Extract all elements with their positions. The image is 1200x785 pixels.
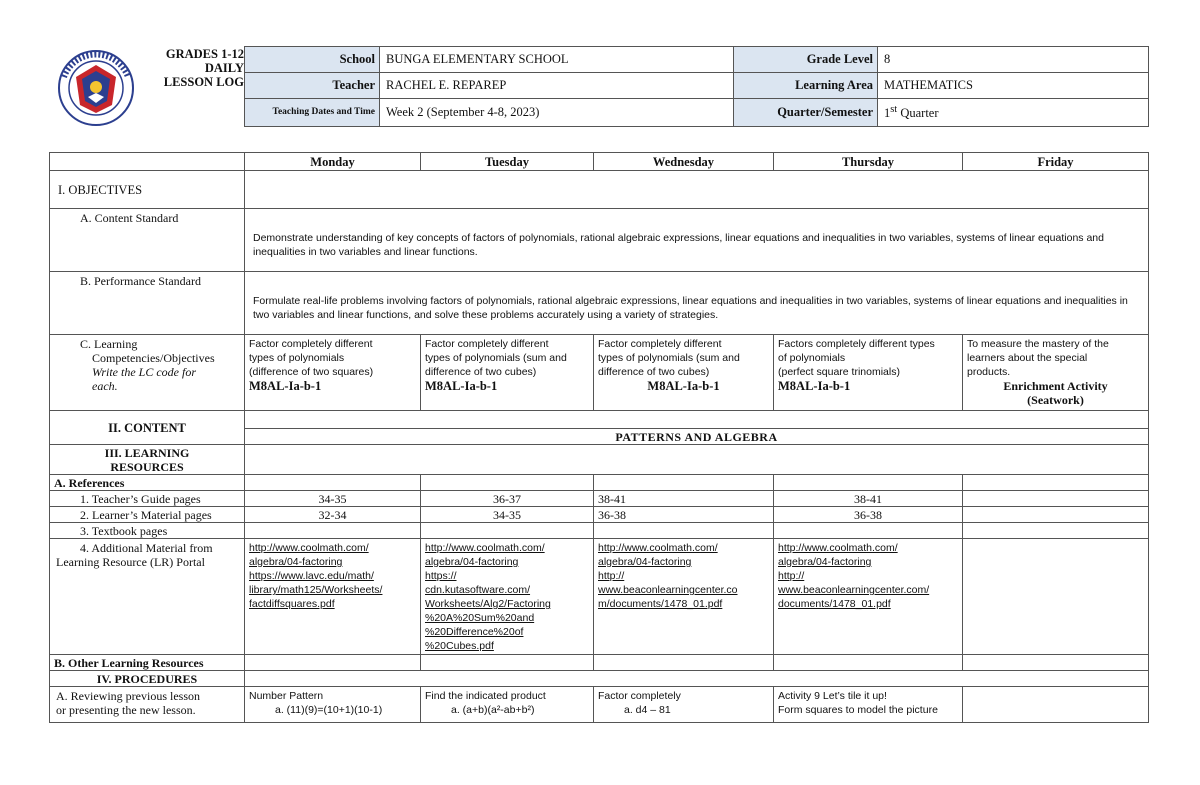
content-standard-label: A. Content Standard [50,209,245,272]
lc-text: Factor completely different [249,338,373,350]
review-title: Find the indicated product [425,690,546,702]
tb-blank [421,523,594,539]
lc-tuesday [421,335,594,411]
area-value: MATHEMATICS [878,73,1149,99]
lc-text: products. [967,366,1011,378]
material-link[interactable]: http:// [778,570,805,582]
content-standard-text: Demonstrate understanding of key concepts of factors of polynomials, rational algebraic expressions, linear equations and inequalities in two variables, systems of linear equations and inequalities in two variables and linear functions. [245,209,1149,272]
material-link[interactable]: library/math125/Worksheets/ [249,584,383,596]
teacher-value: RACHEL E. REPAREP [380,73,734,99]
review-label-line: or presenting the new lesson. [56,703,196,717]
tg-label: 1. Teacher’s Guide pages [50,491,245,507]
references-heading: A. References [50,475,245,491]
tg-thursday: 38-41 [774,491,963,507]
references-blank [245,475,421,491]
lc-note-line: each. [92,379,118,393]
lc-label-line: Competencies/Objectives [92,351,215,365]
material-link[interactable]: https://www.lavc.edu/math/ [249,570,374,582]
lm-friday [963,507,1149,523]
material-link[interactable]: %20Cubes.pdf [425,640,494,652]
header-table [244,46,1149,127]
references-blank [963,475,1149,491]
material-link[interactable]: m/documents/1478_01.pdf [598,598,723,610]
material-link[interactable]: http://www.coolmath.com/ [778,542,898,554]
resources-heading [50,445,245,475]
school-value: BUNGA ELEMENTARY SCHOOL [380,47,734,73]
lc-text: Factor completely different [598,338,722,350]
procedures-heading: IV. PROCEDURES [50,671,245,687]
performance-standard-text: Formulate real-life problems involving factors of polynomials, rational algebraic expressions, linear equations and inequalities in two variables, systems of linear equations and inequalities in two variables and linear functions, and solve these problems accurately using a variety of strategies. [245,272,1149,335]
review-tuesday [421,687,594,723]
other-resources-heading: B. Other Learning Resources [50,655,245,671]
corner-cell [50,153,245,171]
tg-monday: 34-35 [245,491,421,507]
material-link[interactable]: www.beaconlearningcenter.co [598,584,738,596]
tg-friday [963,491,1149,507]
quarter-suffix: st [890,103,898,115]
lm-tuesday: 34-35 [421,507,594,523]
review-title: Factor completely [598,690,681,702]
material-link[interactable]: %20Difference%20of [425,626,524,638]
review-friday [963,687,1149,723]
lc-code: M8AL-Ia-b-1 [425,379,498,393]
tb-blank [245,523,421,539]
material-link[interactable]: Worksheets/Alg2/Factoring [425,598,551,610]
form-title-line: DAILY [204,61,244,75]
lc-friday [963,335,1149,411]
material-link[interactable]: http://www.coolmath.com/ [249,542,369,554]
material-link[interactable]: algebra/04-factoring [425,556,519,568]
am-label-line: Learning Resource (LR) Portal [56,555,205,569]
resources-blank [245,445,1149,475]
day-friday: Friday [963,153,1149,171]
day-tuesday: Tuesday [421,153,594,171]
tb-blank [774,523,963,539]
review-wednesday [594,687,774,723]
tg-tuesday: 36-37 [421,491,594,507]
content-value: PATTERNS AND ALGEBRA [245,429,1149,445]
lc-wednesday [594,335,774,411]
objectives-heading: I. OBJECTIVES [50,171,245,209]
lc-text: types of polynomials (sum and [425,352,567,364]
lm-wednesday: 36-38 [594,507,774,523]
objectives-blank [245,171,1149,209]
material-link[interactable]: http://www.coolmath.com/ [425,542,545,554]
am-wednesday [594,539,774,655]
material-link[interactable]: algebra/04-factoring [598,556,692,568]
lc-text: of polynomials [778,352,846,364]
deped-seal-icon [52,49,140,127]
material-link[interactable]: factdiffsquares.pdf [249,598,335,610]
dates-value: Week 2 (September 4-8, 2023) [380,99,734,127]
references-blank [774,475,963,491]
other-blank [594,655,774,671]
lc-text: types of polynomials [249,352,345,364]
enrichment-activity: Enrichment Activity [1003,379,1108,393]
quarter-word: Quarter [897,106,939,121]
tb-label: 3. Textbook pages [50,523,245,539]
grade-label: Grade Level [734,47,878,73]
tb-blank [594,523,774,539]
am-label [50,539,245,655]
lc-text: (difference of two squares) [249,366,374,378]
other-blank [963,655,1149,671]
enrichment-activity: (Seatwork) [1027,393,1084,407]
am-friday [963,539,1149,655]
other-blank [245,655,421,671]
resources-line: RESOURCES [110,459,184,474]
lc-thursday [774,335,963,411]
lc-text: types of polynomials (sum and [598,352,740,364]
form-title-line: GRADES 1-12 [165,47,244,61]
review-title: Number Pattern [249,690,324,702]
lc-code: M8AL-Ia-b-1 [647,379,720,393]
review-title: Activity 9 Let’s tile it up! [778,690,887,702]
content-heading: II. CONTENT [50,411,245,445]
day-monday: Monday [245,153,421,171]
performance-standard-label: B. Performance Standard [50,272,245,335]
am-label-line: 4. Additional Material from [80,541,213,555]
procedures-blank [245,671,1149,687]
lc-text: difference of two cubes) [425,366,537,378]
lc-monday [245,335,421,411]
tg-wednesday: 38-41 [594,491,774,507]
am-thursday [774,539,963,655]
grade-value: 8 [878,47,1149,73]
resources-line: III. LEARNING [104,445,190,460]
other-blank [421,655,594,671]
am-monday [245,539,421,655]
lc-note-line: Write the LC code for [92,365,196,379]
lc-text: Factor completely different [425,338,549,350]
lc-code: M8AL-Ia-b-1 [249,379,322,393]
lc-text: Factors completely different types [778,338,935,350]
area-label: Learning Area [734,73,878,99]
material-link[interactable]: www.beaconlearningcenter.com/ [778,584,930,596]
material-link[interactable]: %20A%20Sum%20and [425,612,535,624]
quarter-number: 1 [884,106,891,121]
references-blank [594,475,774,491]
day-thursday: Thursday [774,153,963,171]
material-link[interactable]: http://www.coolmath.com/ [598,542,718,554]
other-blank [774,655,963,671]
teacher-label: Teacher [245,73,380,99]
review-item: a. (a+b)(a²-ab+b²) [451,704,535,716]
material-link[interactable]: algebra/04-factoring [778,556,872,568]
form-title-line: LESSON LOG [163,75,244,89]
lm-thursday: 36-38 [774,507,963,523]
material-link[interactable]: documents/1478_01.pdf [778,598,891,610]
lc-text: To measure the mastery of the [967,338,1109,350]
school-label: School [245,47,380,73]
material-link[interactable]: algebra/04-factoring [249,556,343,568]
review-item: Form squares to model the picture [778,704,938,716]
lm-label: 2. Learner’s Material pages [50,507,245,523]
review-monday [245,687,421,723]
form-title [140,47,244,89]
material-link[interactable]: https:// [425,570,457,582]
lesson-log-table [49,152,1149,723]
day-wednesday: Wednesday [594,153,774,171]
quarter-value [878,99,1149,127]
review-label [50,687,245,723]
review-label-line: A. Reviewing previous lesson [56,689,200,703]
quarter-label: Quarter/Semester [734,99,878,127]
material-link[interactable]: cdn.kutasoftware.com/ [425,584,531,596]
lc-text: learners about the special [967,352,1088,364]
review-item: a. (11)(9)=(10+1)(10-1) [275,704,383,716]
lm-monday: 32-34 [245,507,421,523]
material-link[interactable]: http:// [598,570,625,582]
references-blank [421,475,594,491]
lc-text: (perfect square trinomials) [778,366,900,378]
lc-code: M8AL-Ia-b-1 [778,379,851,393]
tb-blank [963,523,1149,539]
review-item: a. d4 – 81 [624,704,671,716]
review-thursday [774,687,963,723]
content-blank [245,411,1149,429]
lc-text: difference of two cubes) [598,366,710,378]
dates-label: Teaching Dates and Time [245,99,380,127]
lc-label [50,335,245,411]
am-tuesday [421,539,594,655]
lc-label-line: C. Learning [80,337,138,351]
